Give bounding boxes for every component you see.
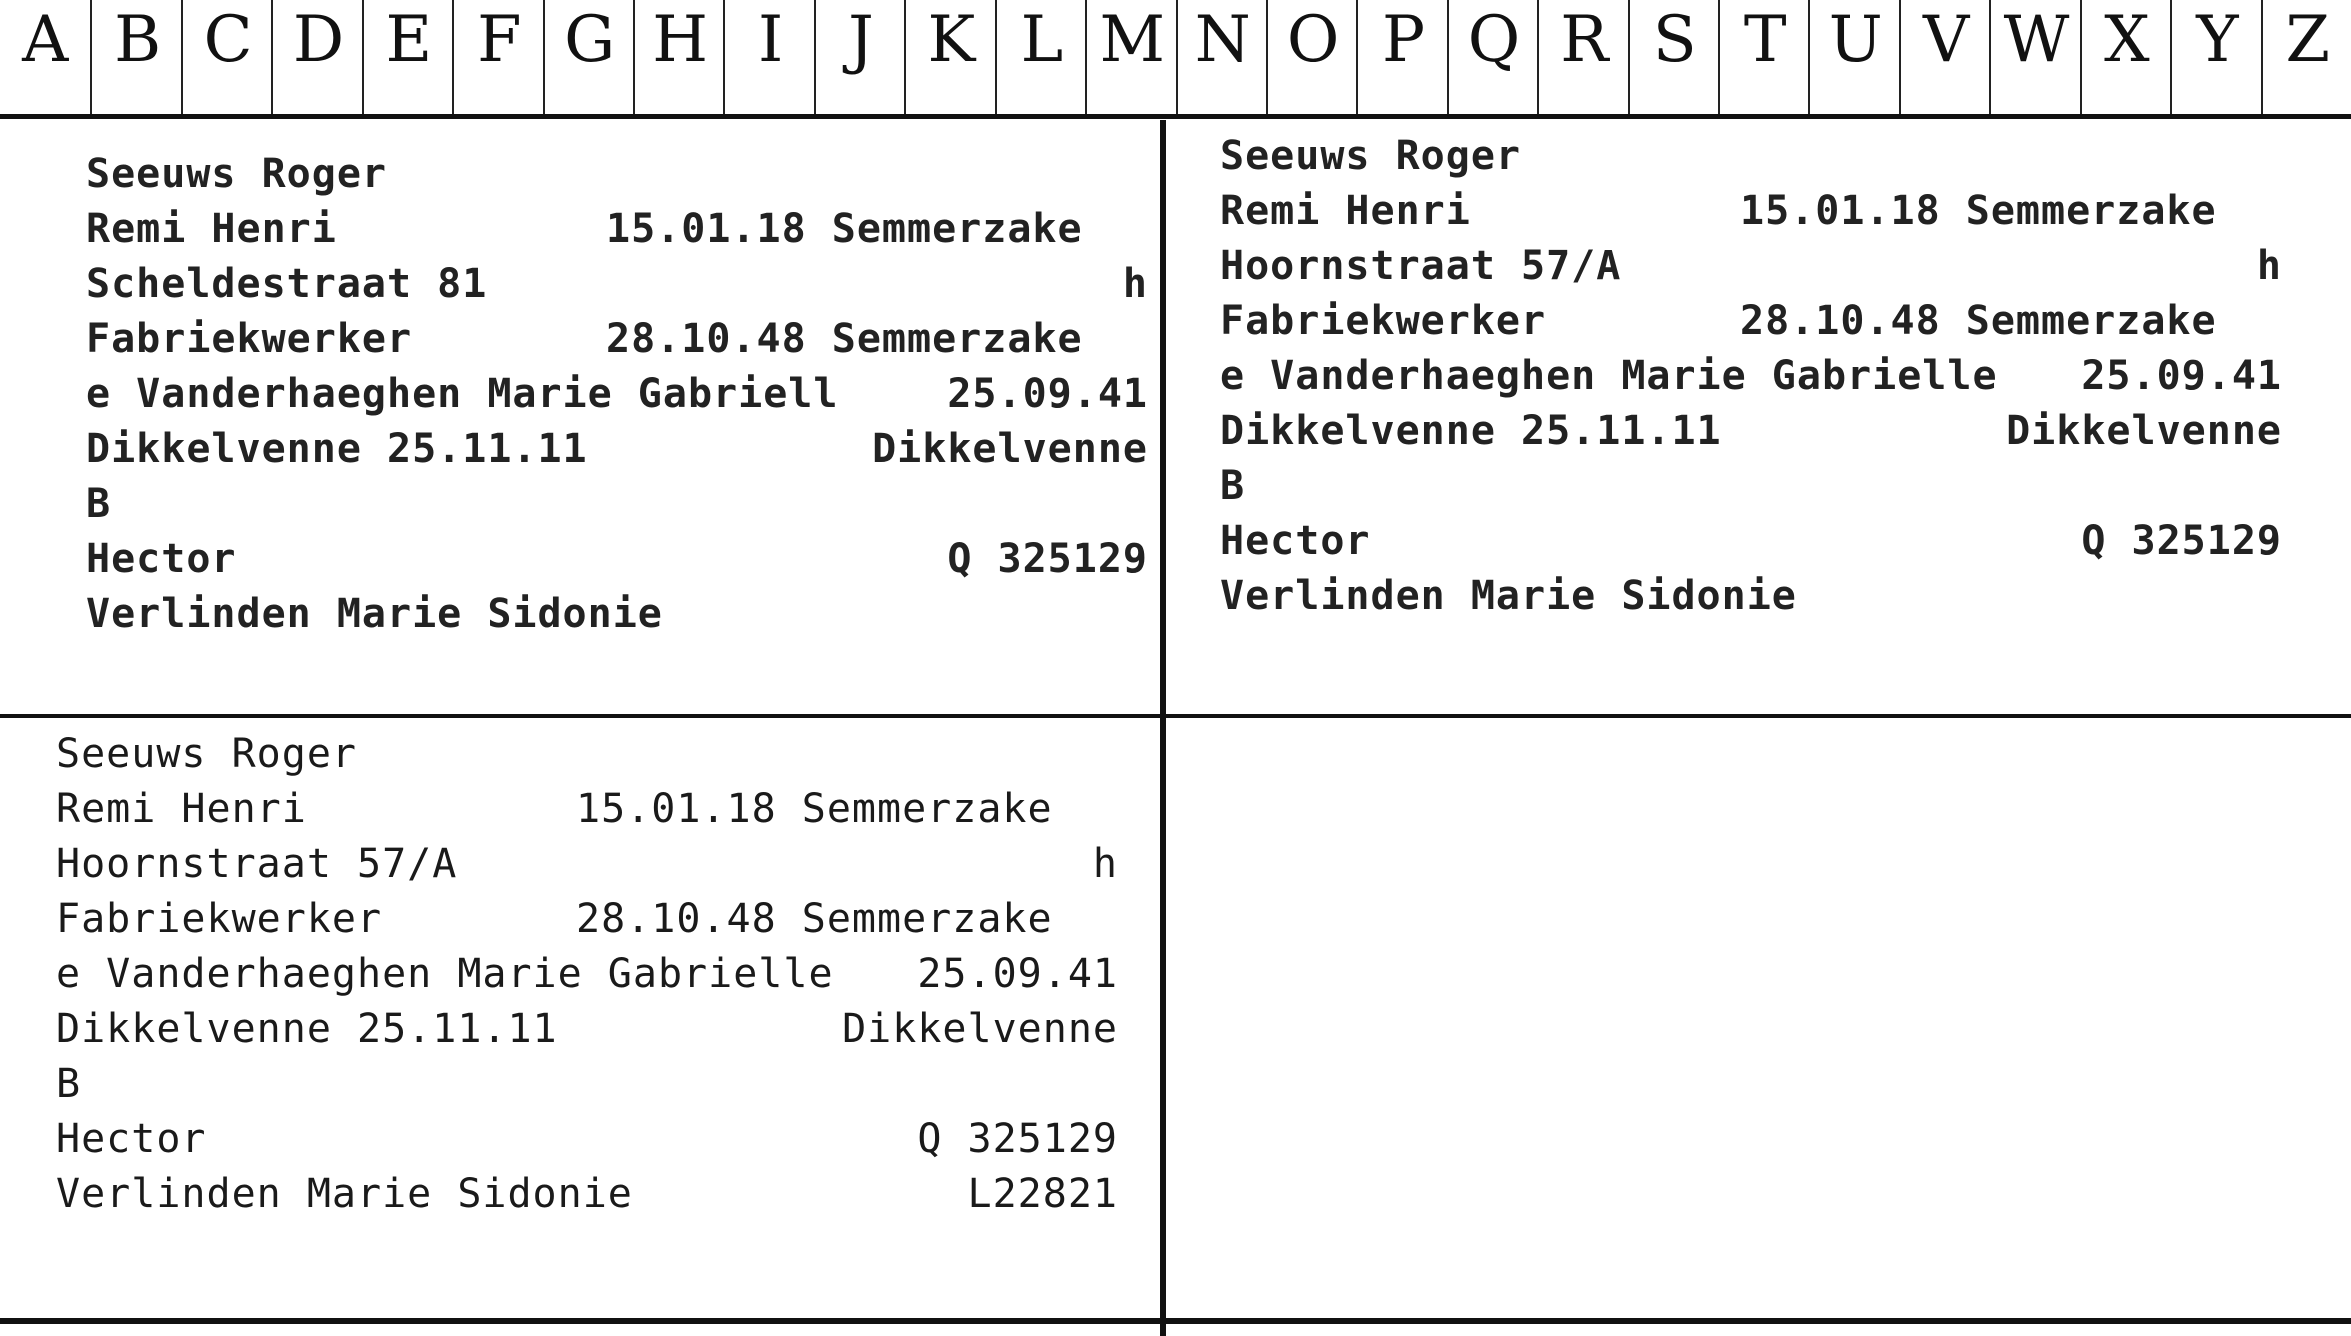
alphabet-tab-j: J: [814, 0, 906, 114]
card-line-left: Verlinden Marie Sidonie: [56, 1171, 633, 1217]
card-line-left: B: [56, 1061, 82, 1107]
card-line-right: Q 325129: [2081, 518, 2282, 564]
card-line-middle: 28.10.48 Semmerzake: [1740, 298, 2217, 344]
card-line-left: Remi Henri: [86, 206, 337, 252]
card-line-middle: 28.10.48 Semmerzake: [576, 896, 1053, 942]
card-line-left: Remi Henri: [56, 786, 307, 832]
horizontal-card-divider: [0, 714, 2351, 718]
alphabet-tab-n: N: [1176, 0, 1268, 114]
card-line-left: Hoornstraat 57/A: [56, 841, 458, 887]
card-line-left: Hector: [56, 1116, 207, 1162]
card-line-left: Verlinden Marie Sidonie: [1220, 573, 1797, 619]
vertical-card-divider: [1160, 120, 1166, 1336]
card-line-left: Fabriekwerker: [1220, 298, 1547, 344]
card-line-right: Dikkelvenne: [842, 1006, 1118, 1052]
card-line-right: Dikkelvenne: [872, 426, 1148, 472]
card-line-right: h: [1092, 841, 1118, 887]
card-line-right: h: [2256, 243, 2282, 289]
card-line-middle: 15.01.18 Semmerzake: [576, 786, 1053, 832]
card-line-left: Dikkelvenne 25.11.11: [86, 426, 588, 472]
alphabet-tab-q: Q: [1447, 0, 1539, 114]
alphabet-tab-s: S: [1628, 0, 1720, 114]
card-line-left: Verlinden Marie Sidonie: [86, 591, 663, 637]
alphabet-tab-t: T: [1718, 0, 1810, 114]
alphabet-tab-k: K: [904, 0, 996, 114]
alphabet-tab-e: E: [362, 0, 454, 114]
card-line-left: Hector: [1220, 518, 1371, 564]
card-line-left: Seeuws Roger: [1220, 133, 1521, 179]
bottom-border-line: [0, 1318, 2351, 1324]
card-line-left: Seeuws Roger: [56, 731, 357, 777]
card-line-right: h: [1122, 261, 1148, 307]
alphabet-tab-h: H: [633, 0, 725, 114]
card-line-left: e Vanderhaeghen Marie Gabrielle: [56, 951, 834, 997]
card-line-left: B: [86, 481, 112, 527]
alphabet-tab-i: I: [723, 0, 815, 114]
alphabet-tab-b: B: [90, 0, 182, 114]
alphabet-tab-w: W: [1989, 0, 2081, 114]
card-line-right: Q 325129: [917, 1116, 1118, 1162]
alphabet-tab-x: X: [2080, 0, 2172, 114]
alphabet-tab-z: Z: [2261, 0, 2351, 114]
card-line-middle: 15.01.18 Semmerzake: [606, 206, 1083, 252]
alphabet-tab-d: D: [271, 0, 363, 114]
card-line-left: Hoornstraat 57/A: [1220, 243, 1622, 289]
alphabet-tab-o: O: [1266, 0, 1358, 114]
card-line-left: e Vanderhaeghen Marie Gabriell: [86, 371, 839, 417]
alphabet-tab-g: G: [543, 0, 635, 114]
card-line-left: Hector: [86, 536, 237, 582]
alphabet-index-strip: [0, 0, 2351, 119]
card-line-left: Remi Henri: [1220, 188, 1471, 234]
alphabet-tab-c: C: [181, 0, 273, 114]
card-line-right: Dikkelvenne: [2006, 408, 2282, 454]
card-line-left: B: [1220, 463, 1246, 509]
card-line-left: Dikkelvenne 25.11.11: [56, 1006, 558, 1052]
card-line-left: Fabriekwerker: [56, 896, 383, 942]
card-line-right: 25.09.41: [947, 371, 1148, 417]
alphabet-tab-v: V: [1899, 0, 1991, 114]
alphabet-tab-p: P: [1356, 0, 1448, 114]
card-line-left: Fabriekwerker: [86, 316, 413, 362]
record-card-bottom-right-empty: [1170, 720, 2350, 1315]
card-line-right: Q 325129: [947, 536, 1148, 582]
alphabet-tab-a: A: [22, 3, 69, 77]
alphabet-tab-m: M: [1085, 0, 1177, 114]
card-line-middle: 15.01.18 Semmerzake: [1740, 188, 2217, 234]
card-line-left: Seeuws Roger: [86, 151, 387, 197]
card-line-right: 25.09.41: [2081, 353, 2282, 399]
alphabet-tab-r: R: [1537, 0, 1629, 114]
card-line-middle: 28.10.48 Semmerzake: [606, 316, 1083, 362]
alphabet-tab-u: U: [1808, 0, 1900, 114]
card-line-right: 25.09.41: [917, 951, 1118, 997]
card-line-right: L22821: [967, 1171, 1118, 1217]
alphabet-tab-y: Y: [2170, 0, 2262, 114]
alphabet-tab-f: F: [452, 0, 544, 114]
alphabet-tab-l: L: [995, 0, 1087, 114]
card-line-left: Scheldestraat 81: [86, 261, 488, 307]
card-line-left: e Vanderhaeghen Marie Gabrielle: [1220, 353, 1998, 399]
card-line-left: Dikkelvenne 25.11.11: [1220, 408, 1722, 454]
